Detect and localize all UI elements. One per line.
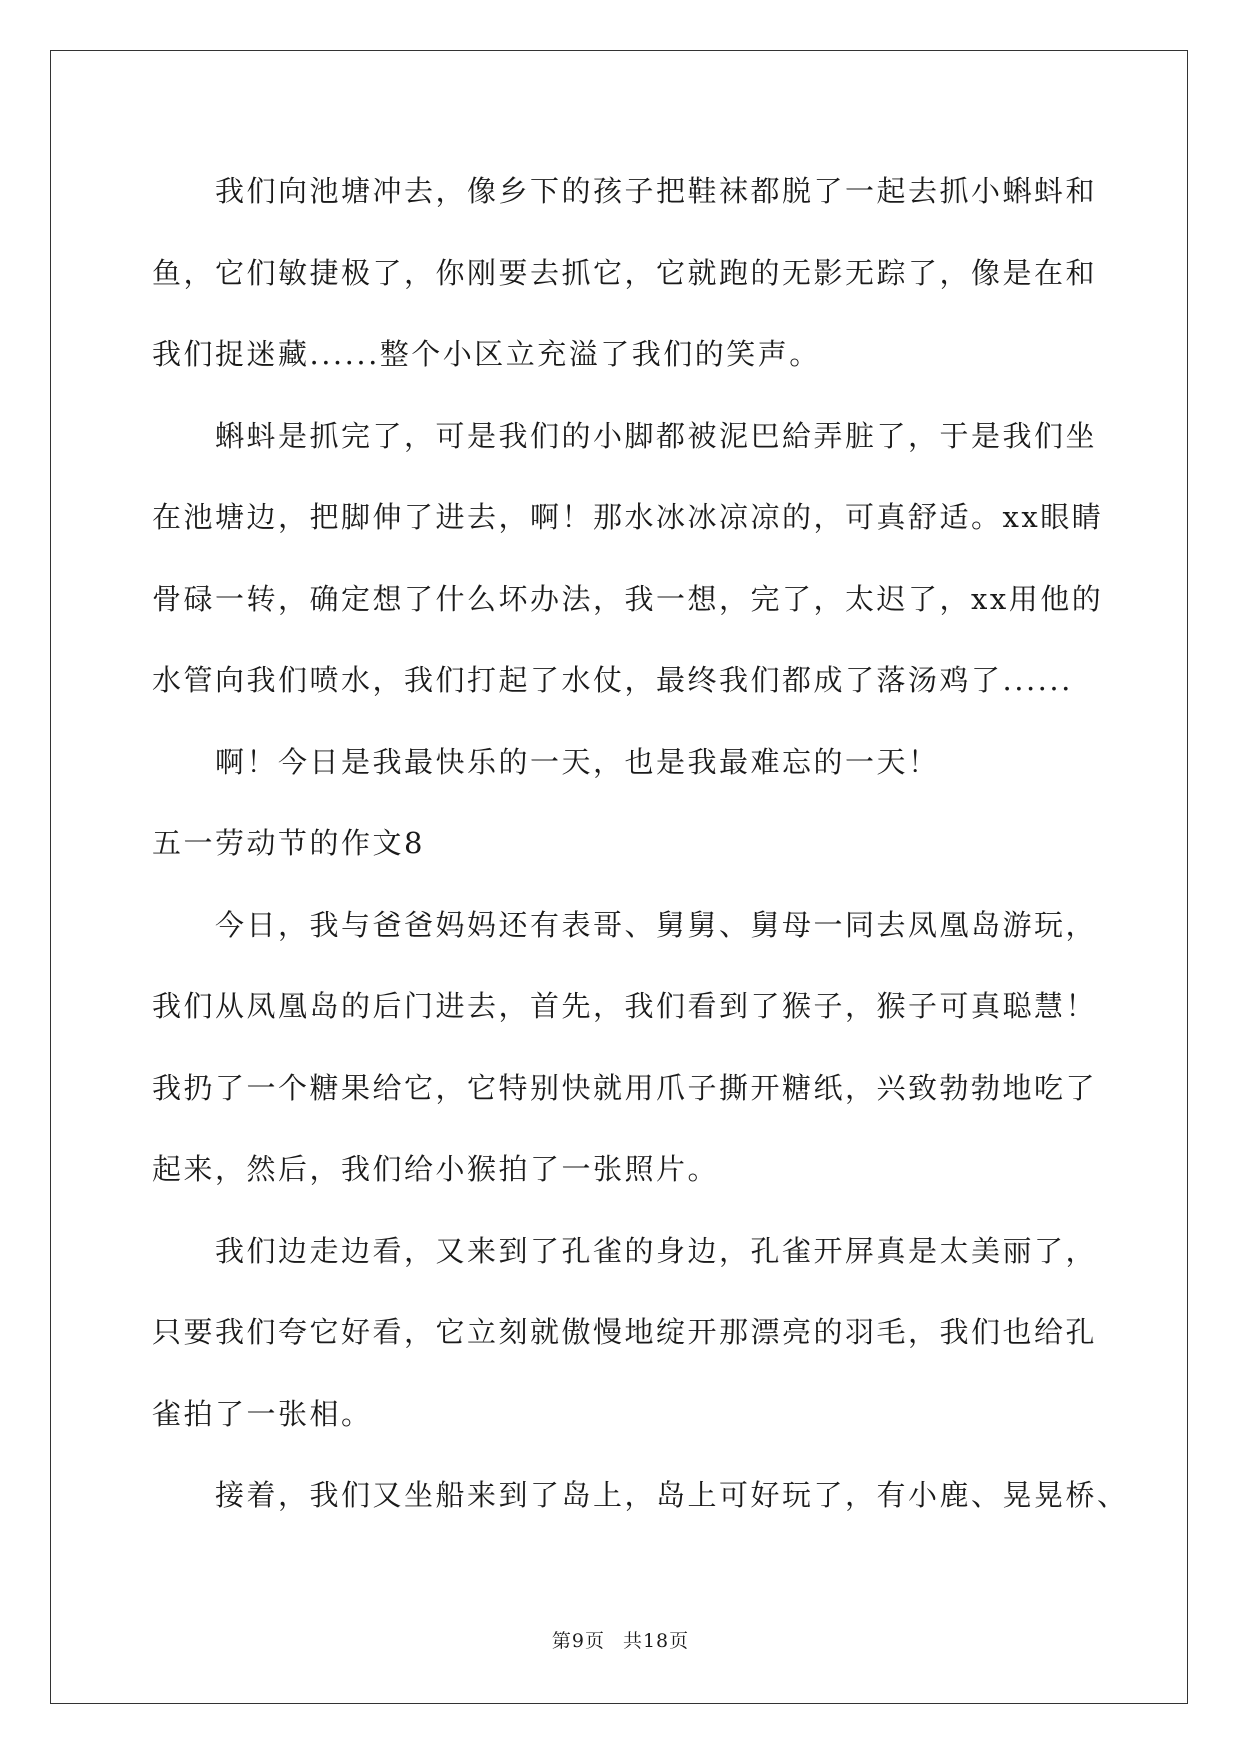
text-line: 雀拍了一张相。 bbox=[152, 1396, 373, 1431]
page-number: 第9页 bbox=[551, 1630, 605, 1652]
text-line: 蝌蚪是抓完了，可是我们的小脚都被泥巴給弄脏了，于是我们坐 bbox=[152, 418, 1098, 453]
text-line: 今日，我与爸爸妈妈还有表哥、舅舅、舅母一同去凤凰岛游玩， bbox=[152, 907, 1098, 942]
text-line: 只要我们夸它好看，它立刻就傲慢地绽开那漂亮的羽毛，我们也给孔 bbox=[152, 1315, 1098, 1349]
text-line: 我扔了一个糖果给它，它特别快就用爪子撕开糖纸，兴致勃勃地吃了 bbox=[152, 1070, 1098, 1105]
text-line: 骨碌一转，确定想了什么坏办法，我一想，完了，太迟了，xx用他的 bbox=[152, 581, 1104, 616]
page-footer bbox=[0, 1626, 1241, 1653]
text-line: 啊！今日是我最快乐的一天，也是我最难忘的一天！ bbox=[152, 744, 940, 779]
text-line: 我们捉迷藏......整个小区立充溢了我们的笑声。 bbox=[152, 337, 821, 371]
text-line: 鱼，它们敏捷极了，你刚要去抓它，它就跑的无影无踪了，像是在和 bbox=[152, 255, 1098, 290]
text-line: 水管向我们喷水，我们打起了水仗，最终我们都成了落汤鸡了...... bbox=[152, 663, 1073, 697]
page-total: 共18页 bbox=[622, 1630, 690, 1652]
text-line: 起来，然后，我们给小猴拍了一张照片。 bbox=[152, 1152, 720, 1186]
text-line: 我们边走边看，又来到了孔雀的身边，孔雀开屏真是太美丽了， bbox=[152, 1233, 1098, 1268]
document-body bbox=[152, 160, 1129, 1546]
text-line: 我们向池塘冲去，像乡下的孩子把鞋袜都脱了一起去抓小蝌蚪和 bbox=[152, 174, 1098, 208]
section-heading: 五一劳动节的作文8 bbox=[152, 826, 425, 860]
text-line: 我们从凤凰岛的后门进去，首先，我们看到了猴子，猴子可真聪慧！ bbox=[152, 989, 1098, 1023]
text-line: 接着，我们又坐船来到了岛上，岛上可好玩了，有小鹿、晃晃桥、 bbox=[152, 1478, 1129, 1512]
text-line: 在池塘边，把脚伸了进去，啊！那水冰冰凉凉的，可真舒适。xx眼睛 bbox=[152, 500, 1104, 534]
